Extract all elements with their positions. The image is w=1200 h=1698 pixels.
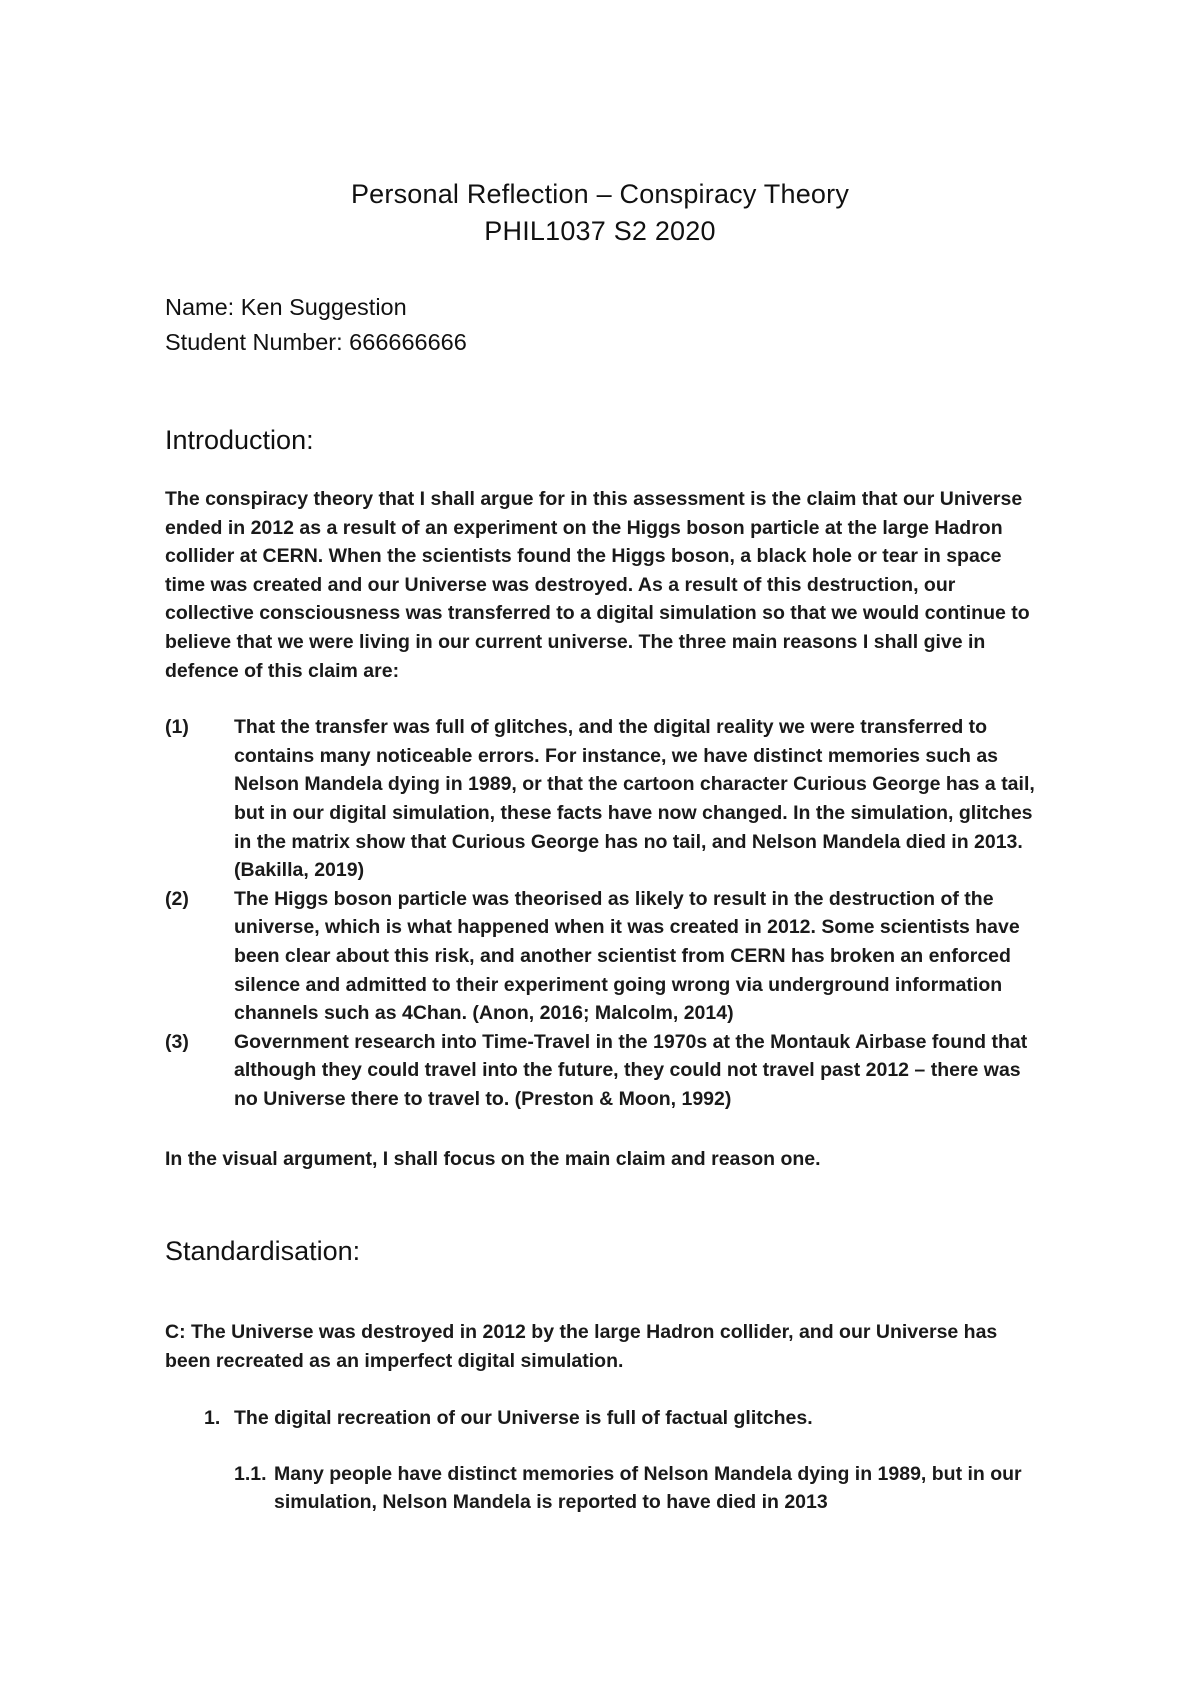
premise-number: 1. (204, 1407, 221, 1430)
document-body (165, 290, 1045, 1517)
sub-premise-item (165, 1460, 1045, 1517)
student-details (165, 290, 1045, 360)
document-title: Personal Reflection – Conspiracy Theory (350, 179, 850, 209)
introduction-paragraph: The conspiracy theory that I shall argue for in this assessment is the claim that our Universe ended in 2012 as a result of an experiment on the Higgs boson particle at the large Hadron collider at CERN. When the scientists found the Higgs boson, a black hole or tear in space time was created and our Universe was destroyed. As a result of this destruction, our collective consciousness was transferred to a digital simulation so that we would continue to believe that we were living in our current universe. The three main reasons I shall give in defence of this claim are: (165, 488, 1030, 682)
course-code: PHIL1037 S2 2020 (484, 216, 716, 246)
reason-number: (2) (165, 887, 189, 910)
sub-premise-number: 1.1. (234, 1462, 267, 1485)
focus-paragraph: In the visual argument, I shall focus on the main claim and reason one. (165, 1148, 821, 1171)
reason-item (165, 1028, 1045, 1114)
premise-list (165, 1404, 1045, 1517)
title-block (0, 176, 1200, 250)
reasons-list (165, 713, 1045, 1113)
reason-item (165, 713, 1045, 885)
premise-item (165, 1404, 1045, 1433)
reason-number: (3) (165, 1030, 189, 1053)
premise-text: The digital recreation of our Universe is full of factual glitches. (234, 1407, 813, 1430)
introduction-heading: Introduction: (165, 425, 314, 455)
reason-text: The Higgs boson particle was theorised as likely to result in the destruction of the universe, which is what happened when it was created in 2012. Some scientists have been clear about this risk, and another scientist from CERN has broken an enforced silence and admitted to their experiment going wrong via underground information channels such as 4Chan. (Anon, 2016; Malcolm, 2014) (234, 887, 1020, 1025)
reason-item (165, 885, 1045, 1028)
sub-premise-text: Many people have distinct memories of Nelson Mandela dying in 1989, but in our simulation, Nelson Mandela is reported to have died in 2013 (274, 1462, 1022, 1514)
main-claim: C: The Universe was destroyed in 2012 by the large Hadron collider, and our Universe has been recreated as an imperfect digital simulation. (165, 1321, 998, 1372)
reason-text: Government research into Time-Travel in the 1970s at the Montauk Airbase found that although they could travel into the future, they could not travel past 2012 – there was no Universe there to travel to. (Preston & Moon, 1992) (234, 1030, 1028, 1110)
standardisation-heading: Standardisation: (165, 1236, 361, 1267)
reason-number: (1) (165, 716, 189, 739)
reason-text: That the transfer was full of glitches, and the digital reality we were transferred to contains many noticeable errors. For instance, we have distinct memories such as Nelson Mandela dying in 1989, or that the cartoon character Curious George has a tail, but in our digital simulation, these facts have now changed. In the simulation, glitches in the matrix show that Curious George has no tail, and Nelson Mandela died in 2013. (Bakilla, 2019) (234, 716, 1035, 882)
student-number: Student Number: 666666666 (165, 329, 467, 355)
student-name: Name: Ken Suggestion (165, 294, 407, 320)
